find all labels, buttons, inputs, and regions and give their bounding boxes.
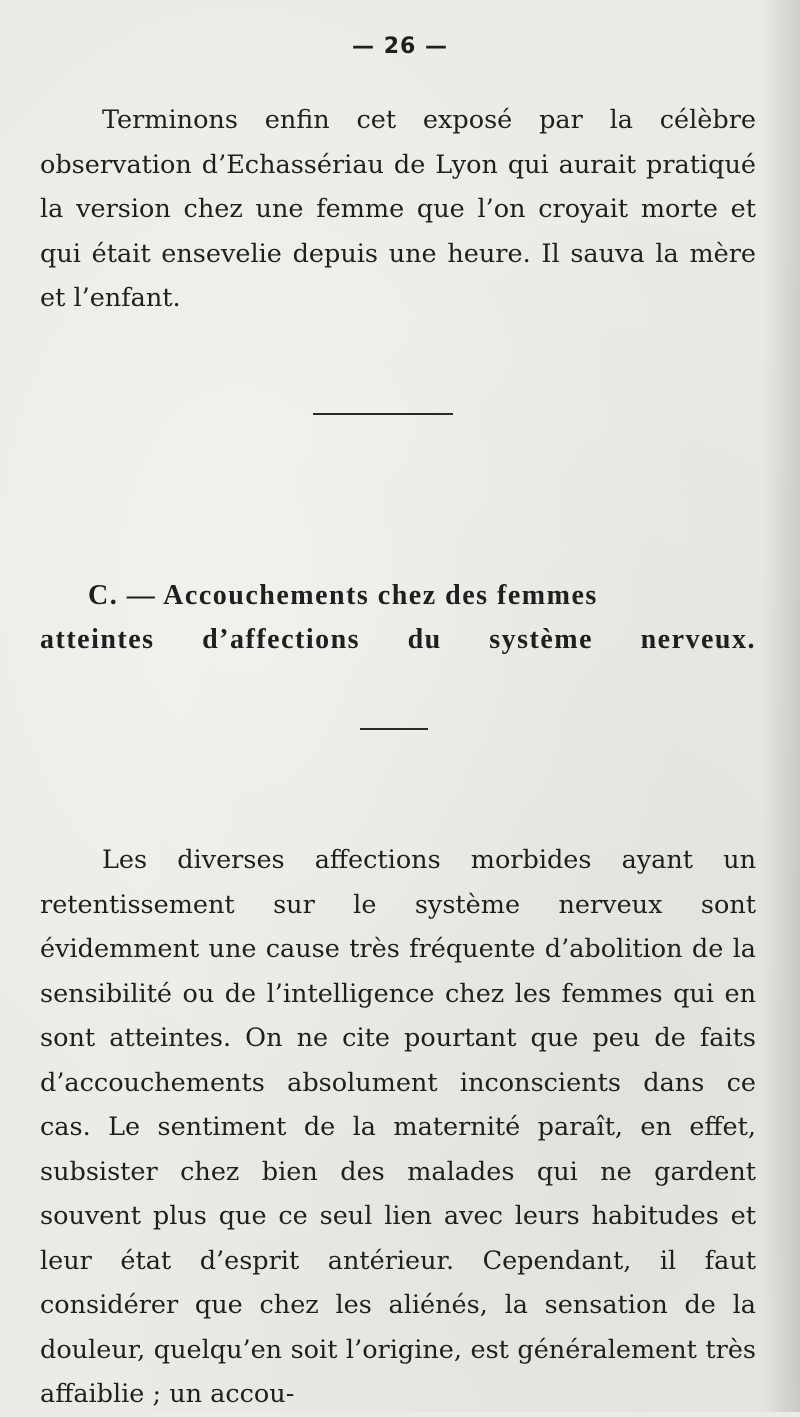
- paragraph-intro: [40, 98, 756, 321]
- page-number: — 26 —: [352, 34, 448, 59]
- paragraph-body: [40, 838, 756, 1417]
- page-edge-shadow: [762, 0, 800, 1412]
- section-heading-line-1: C. — Accouchements chez des femmes: [88, 580, 598, 611]
- section-divider: [313, 413, 453, 415]
- section-heading: [40, 574, 756, 662]
- heading-underline-divider: [360, 728, 428, 730]
- paragraph-text: Terminons enfin cet exposé par la célèbre observation d’Echassériau de Lyon qui aurait pratiqué la version chez une femme que l’on croyait morte et qui était ensevelie depuis une heure. Il sauva la mère et l’enfant.: [40, 105, 756, 313]
- section-heading-line-2: atteintes d’affections du système nerveux.: [40, 624, 756, 655]
- paragraph-text: Les diverses affections morbides ayant un retentissement sur le système nerveux sont évidemment une cause très fréquente d’abolition de la sensibilité ou de l’intelligence chez les femmes qui en sont atteintes. On ne cite pourtant que peu de faits d’accouchements absolument inconscients dans ce cas. Le sentiment de la maternité paraît, en effet, subsister chez bien des malades qui ne gardent souvent plus que ce seul lien avec leurs habitudes et leur état d’esprit antérieur. Cependant, il faut considérer que chez les aliénés, la sensation de la douleur, quelqu’en soit l’origine, est généralement très affaiblie ; un accou-: [40, 845, 756, 1409]
